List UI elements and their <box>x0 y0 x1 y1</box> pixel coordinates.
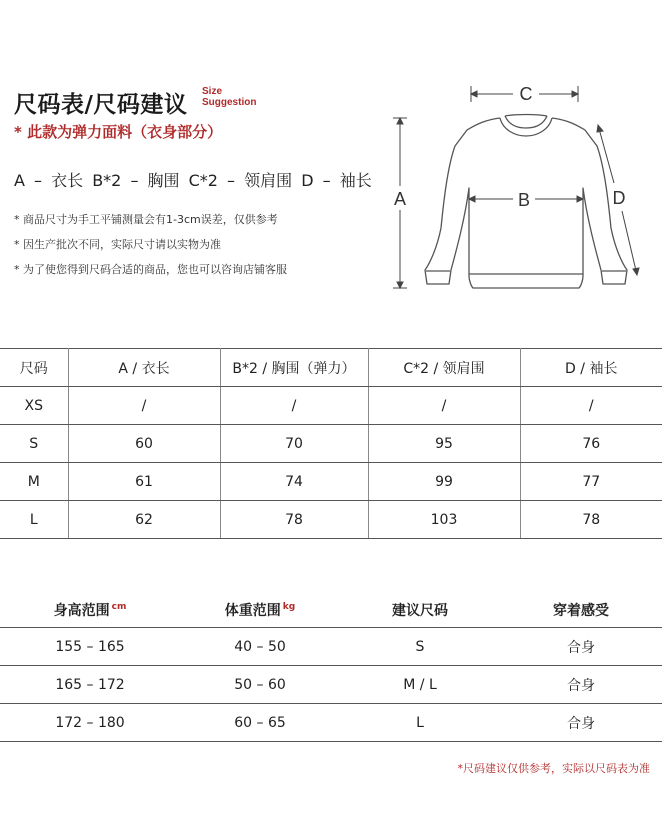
header-weight-label: 体重范围 <box>224 602 281 619</box>
cell-sleeve: 77 <box>520 463 662 501</box>
cell-suggested-size: L <box>340 704 500 742</box>
header-sleeve: D / 袖长 <box>520 349 662 387</box>
size-suggestion-table <box>0 592 662 742</box>
header-chest: B*2 / 胸围（弹力） <box>220 349 368 387</box>
cell-collar-shoulder: 103 <box>368 501 520 539</box>
label-a: A <box>393 189 407 209</box>
note-measurement-error: * 商品尺寸为手工平铺测量会有1-3cm误差，仅供参考 <box>14 213 278 226</box>
page-title: 尺码表/尺码建议 <box>14 92 188 118</box>
note-batch-difference: * 因生产批次不同，实际尺寸请以实物为准 <box>14 238 221 251</box>
title-english-line2: Suggestion <box>202 97 257 108</box>
header-weight <box>180 592 340 628</box>
cell-length: 61 <box>68 463 220 501</box>
label-d: D <box>612 188 626 208</box>
cell-chest: 70 <box>220 425 368 463</box>
header-length: A / 衣长 <box>68 349 220 387</box>
cell-fit: 合身 <box>500 666 662 704</box>
header-height-label: 身高范围 <box>53 602 110 619</box>
cell-suggested-size: S <box>340 628 500 666</box>
title-english <box>202 86 256 108</box>
cell-suggested-size: M / L <box>340 666 500 704</box>
cell-size: L <box>0 501 68 539</box>
fabric-note: * 此款为弹力面料（衣身部分） <box>14 123 223 141</box>
size-table-header <box>0 349 662 387</box>
cell-height: 165 – 172 <box>0 666 180 704</box>
measurement-legend: A – 衣长 B*2 – 胸围 C*2 – 领肩围 D – 袖长 <box>14 171 372 190</box>
footnote: *尺码建议仅供参考，实际以尺码表为准 <box>457 762 650 775</box>
cell-collar-shoulder: / <box>368 387 520 425</box>
cell-size: S <box>0 425 68 463</box>
table-row <box>0 628 662 666</box>
header-height-unit: cm <box>111 601 127 612</box>
cell-sleeve: 76 <box>520 425 662 463</box>
table-row <box>0 425 662 463</box>
size-table <box>0 348 662 539</box>
cell-sleeve: / <box>520 387 662 425</box>
header-suggested-size: 建议尺码 <box>340 592 500 628</box>
cell-height: 172 – 180 <box>0 704 180 742</box>
header-height <box>0 592 180 628</box>
cell-height: 155 – 165 <box>0 628 180 666</box>
cell-collar-shoulder: 95 <box>368 425 520 463</box>
table-row <box>0 501 662 539</box>
cell-weight: 60 – 65 <box>180 704 340 742</box>
suggestion-table-header <box>0 592 662 628</box>
cell-chest: 74 <box>220 463 368 501</box>
cell-fit: 合身 <box>500 628 662 666</box>
cell-length: / <box>68 387 220 425</box>
cell-size: XS <box>0 387 68 425</box>
header-size: 尺码 <box>0 349 68 387</box>
cell-chest: 78 <box>220 501 368 539</box>
cell-size: M <box>0 463 68 501</box>
cell-collar-shoulder: 99 <box>368 463 520 501</box>
label-c: C <box>519 84 533 104</box>
note-customer-service: * 为了使您得到尺码合适的商品，您也可以咨询店铺客服 <box>14 263 287 276</box>
cell-fit: 合身 <box>500 704 662 742</box>
table-row <box>0 387 662 425</box>
table-row <box>0 463 662 501</box>
sweater-diagram <box>385 78 645 300</box>
cell-chest: / <box>220 387 368 425</box>
cell-weight: 50 – 60 <box>180 666 340 704</box>
header-fit: 穿着感受 <box>500 592 662 628</box>
cell-sleeve: 78 <box>520 501 662 539</box>
title-english-line1: Size <box>202 86 223 97</box>
cell-weight: 40 – 50 <box>180 628 340 666</box>
header-collar-shoulder: C*2 / 领肩围 <box>368 349 520 387</box>
cell-length: 60 <box>68 425 220 463</box>
cell-length: 62 <box>68 501 220 539</box>
table-row <box>0 704 662 742</box>
header-weight-unit: kg <box>282 601 296 612</box>
measure-arrows <box>393 86 639 288</box>
label-b: B <box>517 190 531 210</box>
table-row <box>0 666 662 704</box>
